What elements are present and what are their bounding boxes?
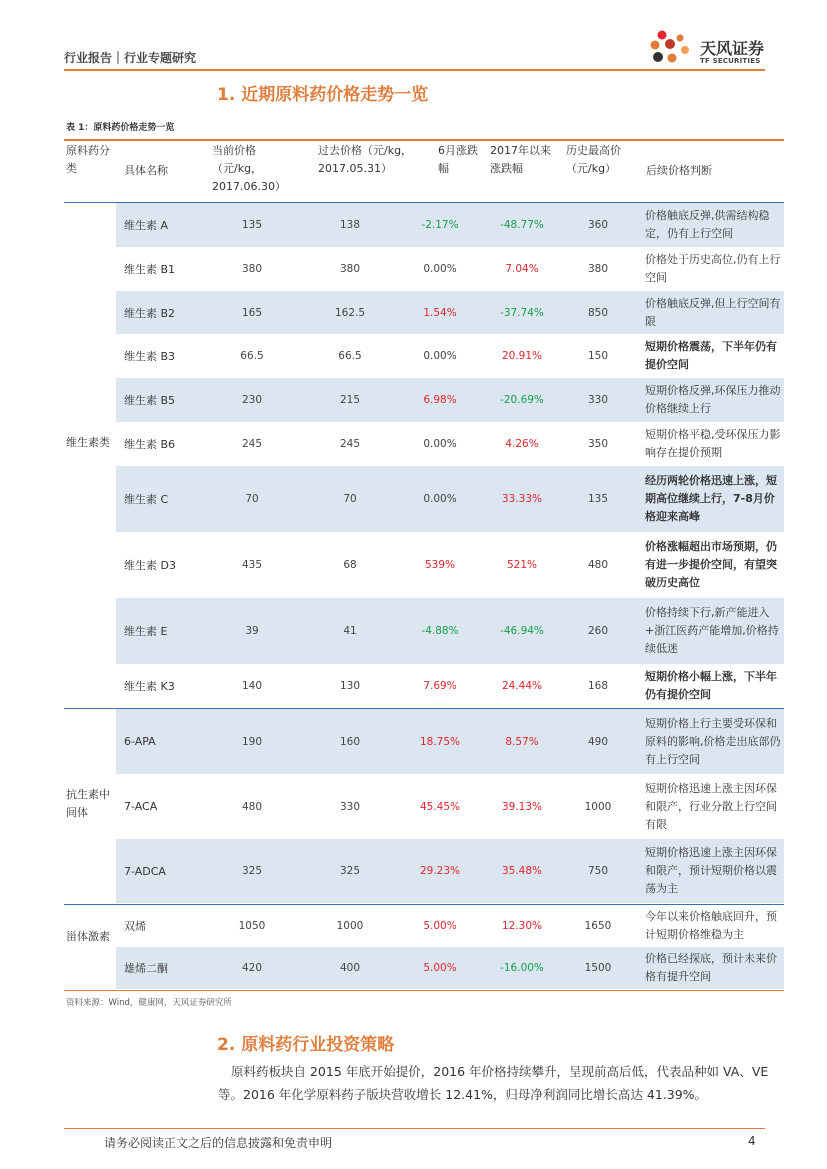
product-name: 维生素 B3 xyxy=(124,350,176,363)
price-outlook: 价格触底反弹,但上行空间有限 xyxy=(645,296,781,328)
product-name: 雄烯二酮 xyxy=(124,962,168,975)
historical-high: 360 xyxy=(587,219,609,231)
price-outlook: 短期价格小幅上涨，下半年仍有提价空间 xyxy=(645,670,777,701)
product-name: 维生素 B6 xyxy=(124,438,176,451)
table-row xyxy=(116,203,784,247)
june-change: 29.23% xyxy=(419,865,461,877)
ytd-change: 12.30% xyxy=(501,920,543,932)
price-outlook: 短期价格迅速上涨主因环保和限产，预计短期价格以震荡为主 xyxy=(645,846,777,895)
table-caption: 表 1：原料药价格走势一览 xyxy=(66,123,175,133)
ytd-change: -46.94% xyxy=(500,625,544,637)
table-row xyxy=(116,334,784,378)
current-price: 190 xyxy=(241,735,263,748)
table-row xyxy=(116,774,784,839)
june-change: 539% xyxy=(424,559,456,571)
section-title-2: 2. 原料药行业投资策略 xyxy=(217,1035,395,1055)
historical-high: 350 xyxy=(587,438,609,450)
footer-disclaimer: 请务必阅读正文之后的信息披露和免责申明 xyxy=(104,1136,333,1150)
current-price: 435 xyxy=(241,559,263,571)
current-price: 66.5 xyxy=(240,350,264,362)
product-name: 维生素 B2 xyxy=(124,306,176,320)
product-name: 维生素 C xyxy=(124,493,169,506)
current-price: 480 xyxy=(241,800,263,813)
header-y17: 2017年以来涨跌幅 xyxy=(490,144,551,175)
logo-en-text: TF SECURITIES xyxy=(700,57,761,65)
price-outlook: 短期价格平稳,受环保压力影响存在提价预期 xyxy=(645,428,781,459)
category-vitamins: 维生素类 xyxy=(66,436,110,449)
ytd-change: 39.13% xyxy=(501,800,543,813)
header-rule xyxy=(64,69,765,71)
ytd-change: -20.69% xyxy=(500,394,544,406)
header-high: 历史最高价（元/kg） xyxy=(566,144,621,175)
table-row xyxy=(116,378,784,422)
previous-price: 380 xyxy=(339,263,361,275)
previous-price: 160 xyxy=(339,735,361,748)
previous-price: 41 xyxy=(343,625,357,637)
price-outlook: 经历两轮价格迅速上涨，短期高位继续上行，7-8月价格迎来高峰 xyxy=(645,474,777,523)
ytd-change: 521% xyxy=(506,559,538,571)
table-row xyxy=(116,532,784,598)
june-change: 45.45% xyxy=(419,800,461,813)
historical-high: 1000 xyxy=(584,800,612,813)
ytd-change: -48.77% xyxy=(500,219,544,231)
previous-price: 1000 xyxy=(336,920,364,932)
page-number: 4 xyxy=(748,1134,756,1148)
june-change: 0.00% xyxy=(423,263,457,275)
previous-price: 130 xyxy=(339,680,361,692)
table-top-rule xyxy=(64,139,784,141)
ytd-change: 24.44% xyxy=(501,680,543,692)
june-change: 0.00% xyxy=(423,493,457,505)
product-name: 6-APA xyxy=(124,735,156,748)
current-price: 165 xyxy=(241,306,263,319)
table-row xyxy=(116,947,784,989)
previous-price: 330 xyxy=(339,800,361,813)
table-row xyxy=(116,709,784,774)
product-name: 维生素 D3 xyxy=(124,559,176,572)
current-price: 380 xyxy=(241,263,263,275)
previous-price: 70 xyxy=(343,493,357,505)
price-outlook: 价格触底反弹,供需结构稳定，仍有上行空间 xyxy=(645,209,770,240)
june-change: 6.98% xyxy=(423,394,457,406)
june-change: -2.17% xyxy=(421,219,459,231)
historical-high: 480 xyxy=(587,559,609,571)
historical-high: 260 xyxy=(587,625,609,637)
historical-high: 750 xyxy=(587,865,609,877)
june-change: 1.54% xyxy=(423,306,457,319)
product-name: 7-ADCA xyxy=(124,864,166,878)
historical-high: 850 xyxy=(587,306,609,319)
price-outlook: 短期价格上行主要受环保和原料的影响,价格走出底部仍有上行空间 xyxy=(645,716,781,766)
june-change: 7.69% xyxy=(423,680,457,692)
product-name: 7-ACA xyxy=(124,800,158,813)
logo-cn-text: 天风证券 xyxy=(700,39,765,58)
table-bottom-rule xyxy=(64,990,784,991)
current-price: 420 xyxy=(241,962,263,974)
category-antibiotic-intermediates: 抗生素中间体 xyxy=(66,788,110,819)
table-row xyxy=(116,291,784,334)
table-row xyxy=(116,422,784,466)
june-change: 0.00% xyxy=(423,438,457,450)
table-row xyxy=(116,247,784,291)
report-type-label: 行业报告｜行业专题研究 xyxy=(64,51,197,65)
ytd-change: 33.33% xyxy=(501,493,543,505)
previous-price: 162.5 xyxy=(334,306,366,319)
price-outlook: 短期价格反弹,环保压力推动价格继续上行 xyxy=(645,384,781,415)
ytd-change: 35.48% xyxy=(501,865,543,877)
price-outlook: 价格持续下行,新产能进入+浙江医药产能增加,价格持续低迷 xyxy=(645,606,779,655)
header-judge: 后续价格判断 xyxy=(646,164,712,177)
current-price: 39 xyxy=(245,625,259,637)
june-change: 5.00% xyxy=(423,962,457,974)
historical-high: 1650 xyxy=(584,920,612,932)
product-name: 维生素 A xyxy=(124,219,169,232)
header-m6: 6月涨跌幅 xyxy=(438,144,478,175)
table-row xyxy=(116,905,784,947)
current-price: 325 xyxy=(241,865,263,877)
header-name: 具体名称 xyxy=(124,164,168,177)
price-outlook: 价格已经探底，预计未来价格有提升空间 xyxy=(645,952,777,983)
historical-high: 380 xyxy=(587,263,609,275)
price-outlook: 短期价格迅速上涨主因环保和限产，行业分散上行空间有限 xyxy=(645,781,777,831)
table-source: 资料来源：Wind，健康网，天风证券研究所 xyxy=(66,998,232,1008)
historical-high: 135 xyxy=(587,493,609,505)
price-outlook: 价格处于历史高位,仍有上行空间 xyxy=(645,253,781,284)
historical-high: 330 xyxy=(587,394,609,406)
category-steroid-hormones: 甾体激素 xyxy=(66,930,110,943)
table-row xyxy=(116,466,784,532)
product-name: 双烯 xyxy=(124,920,146,933)
current-price: 230 xyxy=(241,394,263,406)
current-price: 140 xyxy=(241,680,263,692)
table-row xyxy=(116,598,784,664)
previous-price: 138 xyxy=(339,219,361,231)
table-row xyxy=(116,839,784,903)
previous-price: 215 xyxy=(339,394,361,406)
header-current: 当前价格（元/kg，2017.06.30） xyxy=(212,144,286,193)
previous-price: 68 xyxy=(343,559,357,571)
product-name: 维生素 B1 xyxy=(124,263,176,276)
header-previous: 过去价格（元/kg，2017.05.31） xyxy=(318,144,413,175)
price-outlook: 短期价格震荡，下半年仍有提价空间 xyxy=(645,340,777,371)
current-price: 135 xyxy=(241,219,263,231)
section-title-1: 1. 近期原料药价格走势一览 xyxy=(217,85,429,105)
historical-high: 490 xyxy=(587,735,609,748)
table-row xyxy=(116,664,784,708)
june-change: 18.75% xyxy=(419,735,461,748)
previous-price: 245 xyxy=(339,438,361,450)
june-change: 5.00% xyxy=(423,920,457,932)
price-outlook: 价格涨幅超出市场预期，仍有进一步提价空间，有望突破历史高位 xyxy=(645,540,777,589)
previous-price: 66.5 xyxy=(338,350,362,362)
current-price: 1050 xyxy=(238,920,266,932)
june-change: -4.88% xyxy=(421,625,459,637)
june-change: 0.00% xyxy=(423,350,457,362)
header-category: 原料药分类 xyxy=(66,144,110,175)
historical-high: 1500 xyxy=(584,962,612,974)
ytd-change: 7.04% xyxy=(505,263,539,275)
historical-high: 168 xyxy=(587,680,609,692)
previous-price: 400 xyxy=(339,962,361,974)
product-name: 维生素 B5 xyxy=(124,394,176,407)
ytd-change: -16.00% xyxy=(500,962,544,974)
current-price: 70 xyxy=(245,493,259,505)
price-outlook: 今年以来价格触底回升，预计短期价格维稳为主 xyxy=(645,910,777,941)
previous-price: 325 xyxy=(339,865,361,877)
ytd-change: 4.26% xyxy=(505,438,539,450)
ytd-change: -37.74% xyxy=(500,306,544,319)
ytd-change: 20.91% xyxy=(501,350,543,362)
current-price: 245 xyxy=(241,438,263,450)
ytd-change: 8.57% xyxy=(505,735,539,748)
strategy-paragraph: 原料药板块自 2015 年底开始提价，2016 年价格持续攀升，呈现前高后低，代表品种如 VA、VE 等。2016 年化学原料药子版块营收增长 12.41%，归母净利润同比增长高达 41.39%。 xyxy=(218,1064,769,1102)
footer-rule xyxy=(64,1128,765,1129)
product-name: 维生素 E xyxy=(124,625,168,638)
product-name: 维生素 K3 xyxy=(124,680,175,693)
historical-high: 150 xyxy=(587,350,609,362)
